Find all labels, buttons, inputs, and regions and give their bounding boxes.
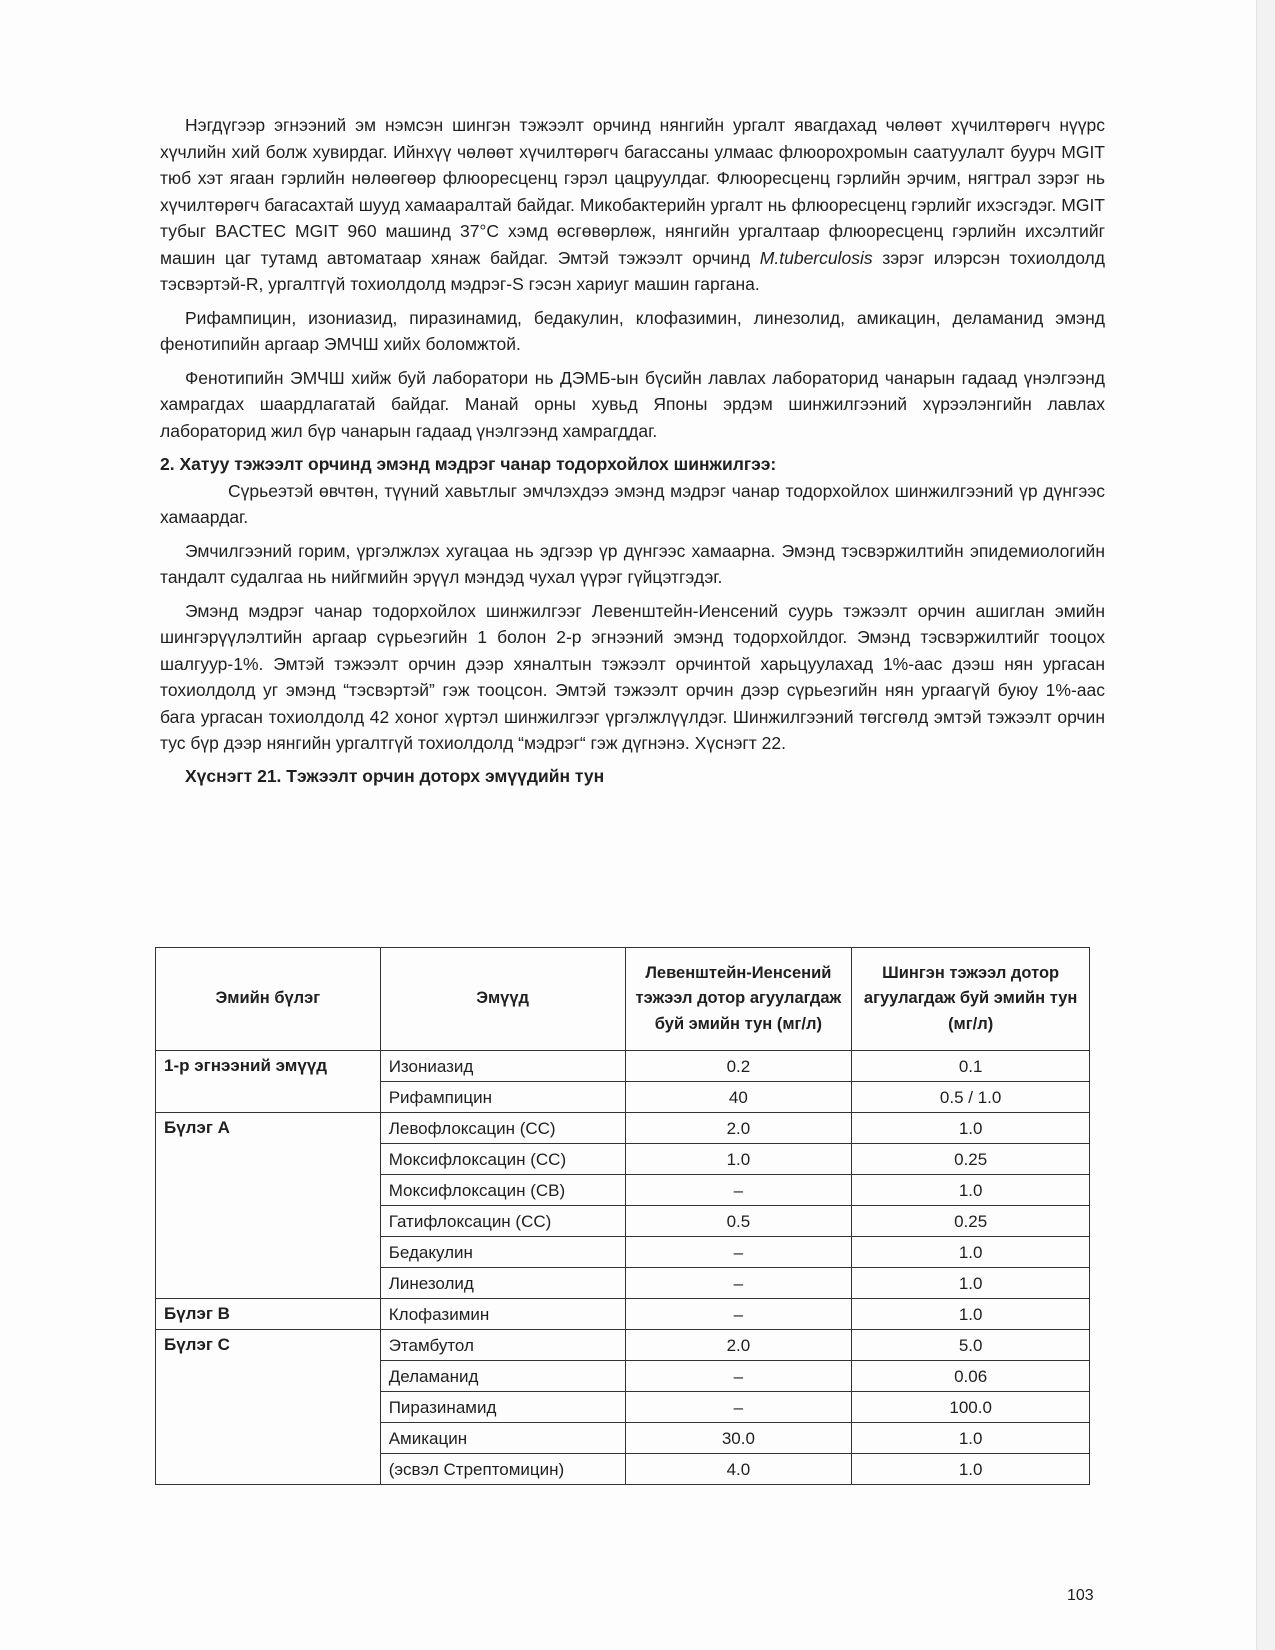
- drug-cell: Бедакулин: [380, 1237, 625, 1268]
- drug-cell: Гатифлоксацин (CC): [380, 1206, 625, 1237]
- header-liquid-dose: Шингэн тэжээл дотор агуулагдаж буй эмийн тун (мг/л): [852, 948, 1090, 1051]
- table-row: [156, 1051, 1090, 1082]
- lj-dose-cell: –: [625, 1392, 852, 1423]
- page-edge: [1256, 0, 1275, 1650]
- lj-dose-cell: –: [625, 1361, 852, 1392]
- drug-cell: Пиразинамид: [380, 1392, 625, 1423]
- group-cell: 1-р эгнээний эмүүд: [156, 1051, 381, 1113]
- table-row: [156, 1330, 1090, 1361]
- species-name: M.tuberculosis: [759, 247, 873, 268]
- lj-dose-cell: 1.0: [625, 1144, 852, 1175]
- liquid-dose-cell: 1.0: [852, 1175, 1090, 1206]
- lj-dose-cell: 40: [625, 1082, 852, 1113]
- drug-cell: Амикацин: [380, 1423, 625, 1454]
- liquid-dose-cell: 1.0: [852, 1423, 1090, 1454]
- header-drug: Эмүүд: [380, 948, 625, 1051]
- paragraph-method: Эмэнд мэдрэг чанар тодорхойлох шинжилгээг Левенштейн-Иенсений суурь тэжээлт орчин ашиглан эмийн шингэрүүлэлтийн аргаар сүрьеэгийн 1 болон 2-р эгнээний эмэнд тодорхойлдог. Эмэнд тэсвэржилтийг тооцох шалгуур-1%. Эмтэй тэжээлт орчин дээр хяналтын тэжээлт орчинтой харьцуулахад 1%-аас дээш нян ургасан тохиолдолд уг эмэнд “тэсвэртэй” гэж тооцсон. Эмтэй тэжээлт орчин дээр сүрьеэгийн нян ургаагүй буюу 1%-аас бага ургасан тохиолдолд 42 хоног хүртэл шинжилгээг үргэлжлүүлдэг. Шинжилгээний төгсгөлд эмтэй тэжээлт орчин тус бүр дээр нянгийн ургалтгүй тохиолдолд “мэдрэг“ гэж дүгнэнэ. Хүснэгт 22.: [160, 600, 1105, 753]
- lj-dose-cell: 0.5: [625, 1206, 852, 1237]
- liquid-dose-cell: 0.25: [852, 1144, 1090, 1175]
- lj-dose-cell: 4.0: [625, 1454, 852, 1485]
- lj-dose-cell: 0.2: [625, 1051, 852, 1082]
- lj-dose-cell: 2.0: [625, 1113, 852, 1144]
- document-body: [160, 112, 1105, 789]
- liquid-dose-cell: 1.0: [852, 1268, 1090, 1299]
- page-number: 103: [1067, 1587, 1094, 1604]
- liquid-dose-cell: 0.1: [852, 1051, 1090, 1082]
- drug-cell: Линезолид: [380, 1268, 625, 1299]
- lj-dose-cell: –: [625, 1175, 852, 1206]
- lj-dose-cell: –: [625, 1268, 852, 1299]
- drug-cell: Клофазимин: [380, 1299, 625, 1330]
- paragraph-regimen: Эмчилгээний горим, үргэлжлэх хугацаа нь эдгээр үр дүнгээс хамаарна. Эмэнд тэсвэржилтийн эпидемиологийн тандалт судалгаа нь нийгмийн эрүүл мэндэд чухал үүрэг гүйцэтгэдэг.: [160, 540, 1105, 587]
- drug-cell: Левофлоксацин (CC): [380, 1113, 625, 1144]
- liquid-dose-cell: 1.0: [852, 1237, 1090, 1268]
- paragraph-quality: Фенотипийн ЭМЧШ хийж буй лаборатори нь ДЭМБ-ын бүсийн лавлах лабораторид чанарын гадаад үнэлгээнд хамрагдах шаардлагатай байдаг. Манай орны хувьд Японы эрдэм шинжилгээний хүрээлэнгийн лавлах лабораторид жил бүр чанарын гадаад үнэлгээнд хамрагддаг.: [160, 367, 1105, 441]
- drug-cell: (эсвэл Стрептомицин): [380, 1454, 625, 1485]
- paragraph-drugs: Рифампицин, изониазид, пиразинамид, бедакулин, клофазимин, линезолид, амикацин, деламанид эмэнд фенотипийн аргаар ЭМЧШ хийх боломжтой.: [160, 307, 1105, 354]
- liquid-dose-cell: 0.5 / 1.0: [852, 1082, 1090, 1113]
- paragraph-patients: Сүрьеэтэй өвчтөн, түүний хавьтлыг эмчлэхдээ эмэнд мэдрэг чанар тодорхойлох шинжилгээний үр дүнгээс хамаардаг.: [160, 480, 1105, 527]
- paragraph-mgit-text: Нэгдүгээр эгнээний эм нэмсэн шингэн тэжээлт орчинд нянгийн ургалт явагдахад чөлөөт хүчилтөрөгч нүүрс хүчлийн хий болж хувирдаг. Ийнхүү чөлөөт хүчилтөрөгч багассаны улмаас флюорохромын саатуулалт буурч MGIT тюб хэт ягаан гэрлийн нөлөөгөөр флюоресценц гэрэл цацруулдаг. Флюоресценц гэрлийн эрчим, нягтрал зэрэг нь хүчилтөрөгч багасахтай шууд хамааралтай байдаг. Микобактерийн ургалт нь флюоресценц гэрлийг ихэсгэдэг. MGIT тубыг BACTEC MGIT 960 машинд 37°С хэмд өсгөвөрлөж, нянгийн ургалтаар флюоресценц гэрлийн ихсэлтийг машин цаг тутамд автоматаар хянаж байдаг. Эмтэй тэжээлт орчинд: [160, 115, 1105, 268]
- lj-dose-cell: –: [625, 1299, 852, 1330]
- paragraph-mgit: [160, 112, 1105, 298]
- liquid-dose-cell: 100.0: [852, 1392, 1090, 1423]
- paragraph-mgit-end: зэрэг илэрсэн тохиолдолд тэсвэртэй-R, ургалтгүй тохиолдолд мэдрэг-S гэсэн хариуг машин гаргана.: [160, 247, 1105, 294]
- drug-dose-table: [155, 947, 1090, 1485]
- header-group: Эмийн бүлэг: [156, 948, 381, 1051]
- drug-cell: Этамбутол: [380, 1330, 625, 1361]
- group-cell: Бүлэг В: [156, 1299, 381, 1330]
- header-lj-dose: Левенштейн-Иенсений тэжээл дотор агуулагдаж буй эмийн тун (мг/л): [625, 948, 852, 1051]
- group-cell: Бүлэг С: [156, 1330, 381, 1485]
- drug-cell: Моксифлоксацин (CC): [380, 1144, 625, 1175]
- liquid-dose-cell: 1.0: [852, 1299, 1090, 1330]
- drug-cell: Деламанид: [380, 1361, 625, 1392]
- group-cell: Бүлэг А: [156, 1113, 381, 1299]
- liquid-dose-cell: 1.0: [852, 1113, 1090, 1144]
- liquid-dose-cell: 5.0: [852, 1330, 1090, 1361]
- lj-dose-cell: –: [625, 1237, 852, 1268]
- section-heading: 2. Хатуу тэжээлт орчинд эмэнд мэдрэг чанар тодорхойлох шинжилгээ:: [160, 454, 777, 474]
- table-row: [156, 1113, 1090, 1144]
- table-caption: Хүснэгт 21. Тэжээлт орчин доторх эмүүдийн тун: [185, 765, 605, 786]
- drug-cell: Рифампицин: [380, 1082, 625, 1113]
- drug-cell: Изониазид: [380, 1051, 625, 1082]
- table-header-row: [156, 948, 1090, 1051]
- drug-cell: Моксифлоксацин (CB): [380, 1175, 625, 1206]
- lj-dose-cell: 30.0: [625, 1423, 852, 1454]
- lj-dose-cell: 2.0: [625, 1330, 852, 1361]
- table-row: [156, 1299, 1090, 1330]
- liquid-dose-cell: 0.06: [852, 1361, 1090, 1392]
- liquid-dose-cell: 0.25: [852, 1206, 1090, 1237]
- liquid-dose-cell: 1.0: [852, 1454, 1090, 1485]
